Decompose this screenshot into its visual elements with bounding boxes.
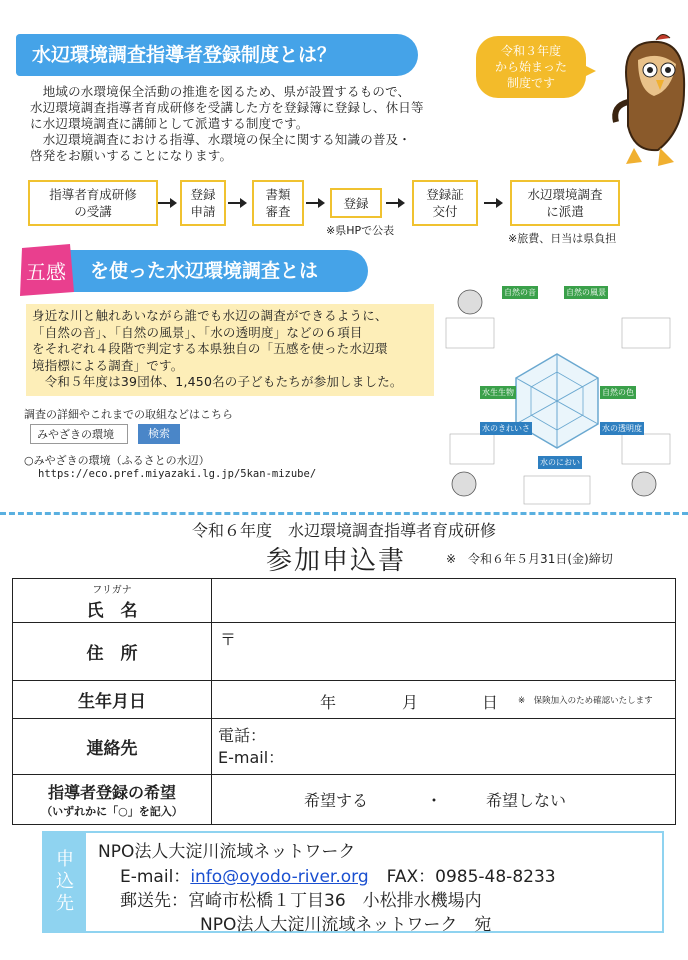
contact-label: 連絡先 <box>13 719 212 775</box>
birth-field[interactable] <box>212 681 676 719</box>
year-label: 年 <box>320 693 337 712</box>
arrow-right-icon <box>484 197 504 209</box>
arrow-right-icon <box>158 197 178 209</box>
application-form-table <box>12 578 676 825</box>
form-deadline: ※ 令和６年５月31日(金)締切 <box>446 552 613 566</box>
contact-addressee: NPO法人大淀川流域ネットワーク 宛 <box>200 915 492 935</box>
diagram-label: 水生生物 <box>482 388 514 397</box>
section2-paragraph <box>26 304 434 396</box>
flow-step-dispatch: 水辺環境調査 に派遣 <box>510 180 620 226</box>
day-label: 日 <box>482 693 499 712</box>
address-field[interactable] <box>212 623 676 681</box>
search-button[interactable]: 検索 <box>138 424 180 444</box>
flow-step-apply: 登録 申請 <box>180 180 226 226</box>
search-box[interactable]: みやざきの環境 <box>30 424 128 444</box>
para-line: 地域の水環境保全活動の推進を図るため、県が設置するもので、 <box>30 84 411 99</box>
wish-field[interactable] <box>212 775 676 825</box>
email-label: E-mail： <box>218 747 285 767</box>
contact-org: NPO法人大淀川流域ネットワーク <box>98 842 356 862</box>
phone-label: 電話： <box>218 725 267 745</box>
site-url[interactable]: https://eco.pref.miyazaki.lg.jp/5kan-mizube/ <box>38 468 317 480</box>
wish-label: 指導者登録の希望 <box>47 783 176 802</box>
postal-mark: 〒 <box>220 630 237 649</box>
bubble-line: 令和３年度 <box>500 44 561 58</box>
dashed-divider <box>0 512 688 515</box>
five-senses-diagram <box>440 284 674 508</box>
diagram-label: 自然の風景 <box>566 288 606 297</box>
site-name: ○みやざきの環境（ふるさとの水辺） <box>24 454 210 467</box>
detail-note: 調査の詳細やこれまでの取組などはこちら <box>24 408 233 421</box>
birth-label: 生年月日 <box>13 681 212 719</box>
wish-no-option[interactable]: 希望しない <box>486 791 567 810</box>
section2-title: を使った水辺環境調査とは <box>40 250 368 292</box>
wish-yes-option[interactable]: 希望する <box>304 791 369 810</box>
form-title: 参加申込書 <box>266 546 407 576</box>
address-label: 住 所 <box>13 623 212 681</box>
note-travel: ※旅費、日当は県負担 <box>508 232 617 245</box>
month-label: 月 <box>402 693 419 712</box>
contact-mail-line: 郵送先：宮崎市松橋１丁目36 小松排水機場内 <box>120 891 482 911</box>
form-heading: 令和６年度 水辺環境調査指導者育成研修 <box>191 521 496 540</box>
name-label-cell <box>13 579 212 623</box>
bubble-tail <box>582 64 596 78</box>
arrow-right-icon <box>386 197 406 209</box>
arrow-right-icon <box>306 197 326 209</box>
contact-side-label: 申 込 先 <box>44 833 86 931</box>
name-label: 氏 名 <box>86 600 138 621</box>
flow-step-register: 登録 <box>330 188 382 218</box>
para-line: 身近な川と触れあいながら誰でも水辺の調査ができるように、 <box>32 308 388 323</box>
furigana-label: フリガナ <box>92 584 132 596</box>
para-line: 水辺環境調査における指導、水環境の保全に関する知識の普及・ <box>30 132 412 147</box>
fax: FAX：0985-48-8233 <box>386 867 556 887</box>
diagram-label: 水のにおい <box>540 458 580 467</box>
para-line: に水辺環境調査に講師として派遣する制度です。 <box>30 116 309 131</box>
section1-paragraph <box>30 84 500 164</box>
para-line: をそれぞれ４段階で判定する本県独自の「五感を使った水辺環 <box>32 341 388 356</box>
email-link[interactable]: info@oyodo-river.org <box>190 867 369 887</box>
name-field[interactable] <box>212 579 676 623</box>
wish-separator: ・ <box>426 791 443 810</box>
note-hp: ※県HPで公表 <box>326 224 395 237</box>
email-prefix: E-mail： <box>120 867 191 887</box>
diagram-label: 水の透明度 <box>602 424 642 433</box>
hexagon-chart-icon <box>440 284 674 508</box>
contact-email-line <box>120 862 556 887</box>
contact-field[interactable] <box>212 719 676 775</box>
bubble-line: から始まった <box>494 60 567 74</box>
badge-text: 五感 <box>26 260 66 284</box>
para-line: 令和５年度は39団体、1,450名の子どもたちが参加しました。 <box>32 374 403 389</box>
five-senses-badge <box>14 240 78 300</box>
para-line: 水辺環境調査指導者育成研修を受講した方を登録簿に登録し、休日等 <box>30 100 424 115</box>
arrow-right-icon <box>228 197 248 209</box>
flow-step-review: 書類 審査 <box>252 180 304 226</box>
section1-title: 水辺環境調査指導者登録制度とは？ <box>16 34 418 76</box>
diagram-label: 水のきれいさ <box>482 424 530 433</box>
flow-step-training: 指導者育成研修 の受講 <box>28 180 158 226</box>
diagram-label: 自然の音 <box>504 288 536 297</box>
insurance-note: ※ 保険加入のため確認いたします <box>518 696 653 706</box>
bubble-line: 制度です <box>506 76 555 90</box>
mascot-illustration <box>598 30 688 170</box>
wish-sub: （いずれかに「○」を記入） <box>41 805 183 818</box>
para-line: 啓発をお願いすることになります。 <box>30 148 233 163</box>
diagram-label: 自然の色 <box>602 388 634 397</box>
para-line: 「自然の音」、「自然の風景」、「水の透明度」などの６項目 <box>32 324 363 340</box>
contact-box <box>42 831 664 933</box>
wish-label-cell <box>13 775 212 825</box>
flow-step-certificate: 登録証 交付 <box>412 180 478 226</box>
para-line: 境指標による調査」です。 <box>32 357 184 373</box>
